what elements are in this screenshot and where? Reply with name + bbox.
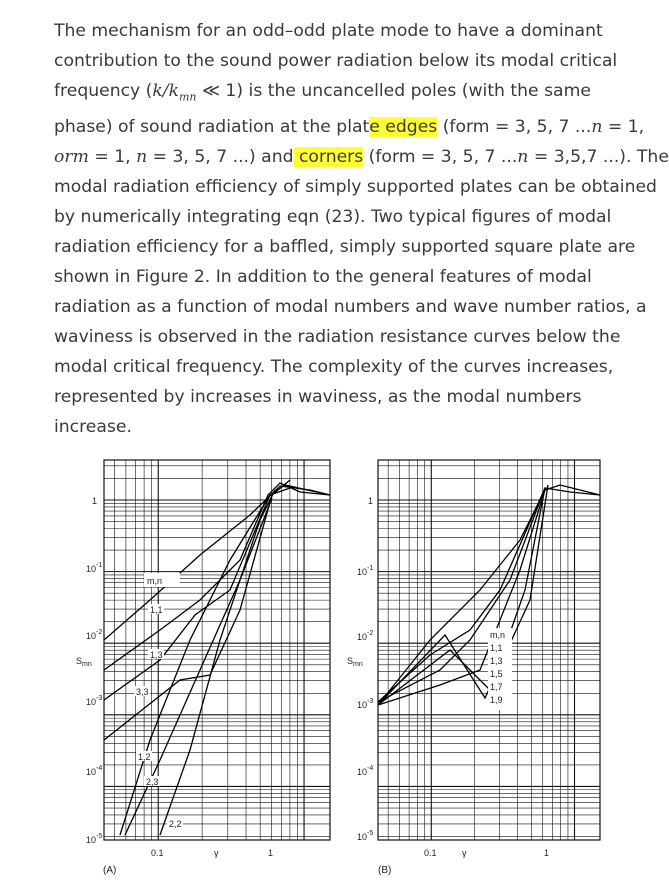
text-seg: (form = 3, 5, 7 ...	[363, 147, 518, 168]
ytick-1e-1: $10^{-1}$	[86, 562, 103, 574]
text-line-13: represented by increases in waviness, as the modal numbers	[54, 387, 582, 408]
ytick-1: 1	[92, 496, 98, 506]
panel-a-curve-7	[104, 486, 330, 640]
highlight-corners: corners	[293, 147, 364, 168]
ytick-1e-2: $10^{-2}$	[357, 630, 374, 642]
math-sub: mn	[179, 90, 197, 104]
body-paragraph	[54, 16, 669, 442]
legend-b-1-1: 1,1	[490, 643, 503, 653]
text-seg: = 1,	[88, 147, 137, 168]
legend-b-1-7: 1,7	[490, 682, 503, 692]
legend-b-1-5: 1,5	[490, 669, 503, 679]
curve-label-2-3: 2,3	[146, 777, 159, 787]
panel-a-xlabel: γ	[214, 848, 219, 858]
panel-a-plot	[104, 460, 330, 840]
ytick-1e-3: $10^{-3}$	[357, 698, 374, 710]
panel-a-curve-2	[104, 485, 330, 700]
curve-label-2-2: 2,2	[169, 819, 182, 829]
panel-b-curve-5	[378, 488, 545, 705]
panel-b-label: (B)	[378, 865, 392, 876]
panel-a-label: (A)	[103, 865, 117, 876]
text-line-5	[54, 142, 669, 172]
figure-2-radiation-efficiency	[0, 440, 648, 881]
legend-b-1-3: 1,3	[490, 656, 503, 666]
panel-b-yticks	[357, 496, 373, 842]
ytick-1e-1: $10^{-1}$	[357, 565, 374, 577]
ytick-1e-5: $10^{-5}$	[357, 830, 374, 842]
highlight-edges: e edges	[369, 117, 438, 138]
text-line-9: shown in Figure 2. In addition to the general features of modal	[54, 267, 592, 288]
text-line-14: increase.	[54, 417, 132, 438]
text-seg: (form = 3, 5, 7 ...	[437, 117, 592, 138]
text-line-7: by numerically integrating eqn (23). Two typical figures of modal	[54, 207, 612, 228]
text-line-2: contribution to the sound power radiation below its modal critical	[54, 51, 618, 71]
text-seg: frequency (	[54, 81, 153, 101]
curve-label-1-1: 1,1	[150, 605, 163, 615]
text-line-4	[54, 112, 645, 142]
panel-b-legend	[488, 628, 512, 710]
math-n: n	[517, 147, 529, 168]
text-seg: = 3,5,7 ...). The	[528, 147, 669, 168]
panel-a-yticks	[86, 496, 102, 845]
ytick-1e-5: $10^{-5}$	[86, 833, 103, 845]
text-line-12: modal critical frequency. The complexity of the curves increases,	[54, 357, 614, 378]
panel-b-xtick-0.1: 0.1	[424, 848, 437, 858]
text-line-6: modal radiation efficiency of simply supported plates can be obtained	[54, 177, 657, 198]
text-seg: ≪ 1) is the uncancelled poles (with the same	[196, 81, 591, 101]
legend-b-head: m,n	[490, 630, 506, 640]
panel-b-ylabel: $S_{mn}$	[347, 656, 363, 668]
panel-a-xtick-0.1: 0.1	[151, 848, 164, 858]
ytick-1e-2: $10^{-2}$	[86, 629, 103, 641]
curve-label-1-2: 1,2	[138, 752, 151, 762]
text-line-3	[54, 76, 634, 112]
math-n: n	[591, 117, 603, 138]
ytick-1e-4: $10^{-4}$	[357, 765, 374, 777]
legend-a-head: m,n	[147, 576, 163, 586]
panel-a-xtick-1: 1	[268, 848, 274, 858]
ytick-1e-3: $10^{-3}$	[86, 695, 103, 707]
panel-a-curve-3	[104, 480, 290, 740]
math-orm: orm	[54, 147, 89, 168]
math-k: k/k	[152, 81, 179, 101]
curve-label-3-3: 3,3	[136, 687, 149, 697]
panel-b-curve-3	[378, 488, 545, 702]
ytick-1: 1	[368, 496, 374, 506]
ytick-1e-4: $10^{-4}$	[86, 765, 103, 777]
panel-b-xlabel: γ	[462, 848, 467, 858]
curve-label-1-3: 1,3	[150, 650, 163, 660]
legend-b-1-9: 1,9	[490, 695, 503, 705]
text-line-11: waviness is observed in the radiation resistance curves below the	[54, 327, 621, 348]
math-n: n	[136, 147, 148, 168]
text-line-1: The mechanism for an odd–odd plate mode to have a dominant	[54, 21, 603, 41]
text-seg: = 3, 5, 7 ...) and	[147, 147, 294, 168]
panel-b-xtick-1: 1	[544, 848, 550, 858]
text-line-8: radiation efficiency for a baffled, simply supported square plate are	[54, 237, 636, 258]
text-seg: = 1,	[602, 117, 645, 138]
text-seg: phase) of sound radiation at the plat	[54, 117, 370, 138]
text-line-10: radiation as a function of modal numbers and wave number ratios, a	[54, 297, 647, 318]
panel-a-ylabel: $S_{mn}$	[76, 656, 92, 668]
